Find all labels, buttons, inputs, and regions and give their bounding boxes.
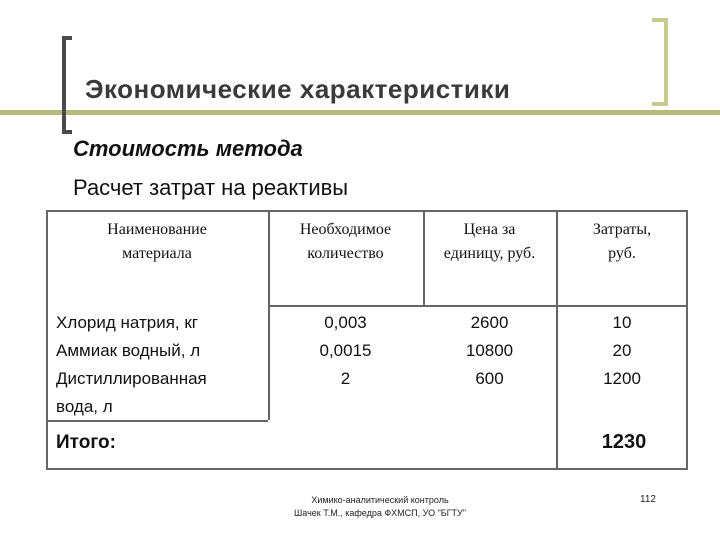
header-divider <box>268 305 688 307</box>
col-material-names <box>56 309 207 421</box>
header-cost: Затраты, руб. <box>592 221 652 262</box>
left-bracket <box>62 36 72 134</box>
table-cell: 20 <box>612 341 632 360</box>
cost-table <box>46 210 688 470</box>
col-costs <box>556 309 688 393</box>
col-prices <box>423 309 556 393</box>
table-cell: 600 <box>475 369 504 388</box>
header-quantity: Необходимое количество <box>299 221 392 262</box>
table-cell: 0,003 <box>324 313 367 332</box>
table-cell: Дистиллированная <box>56 369 207 388</box>
table-cell: 2600 <box>470 313 509 332</box>
slide-footer <box>250 494 510 520</box>
table-cell: Аммиак водный, л <box>56 341 201 360</box>
table-cell: вода, л <box>56 397 113 416</box>
total-value: 1230 <box>601 431 647 453</box>
slide-title: Экономические характеристики <box>85 74 511 104</box>
footer-line-1: Химико-аналитический контроль <box>311 495 449 505</box>
header-price: Цена за единицу, руб. <box>443 221 536 262</box>
slide-subtitle: Стоимость метода <box>73 136 303 161</box>
footer-line-2: Шачек Т.М., кафедра ФХМСП, УО "БГТУ" <box>294 508 466 518</box>
table-cell: 10 <box>612 313 632 332</box>
col-quantities <box>268 309 423 393</box>
table-cell: 10800 <box>465 341 514 360</box>
slide-subtitle-2: Расчет затрат на реактивы <box>73 175 349 200</box>
table-cell: Хлорид натрия, кг <box>56 313 198 332</box>
page-number: 112 <box>640 494 656 505</box>
right-bracket <box>652 18 668 106</box>
decor-bar <box>0 110 720 115</box>
table-cell: 2 <box>340 369 351 388</box>
header-name: Наименование материала <box>107 221 207 262</box>
table-cell: 1200 <box>603 369 641 388</box>
table-cell: 0,0015 <box>319 341 372 360</box>
total-label: Итого: <box>56 432 116 453</box>
